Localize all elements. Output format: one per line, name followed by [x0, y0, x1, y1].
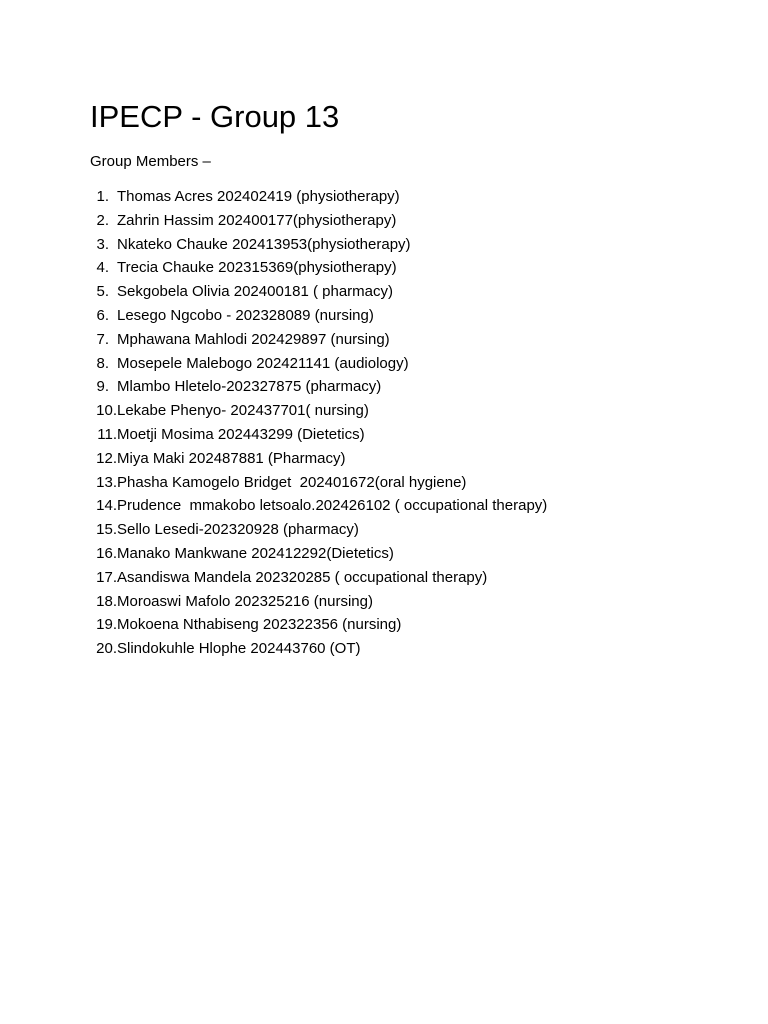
list-item-text: Mlambo Hletelo-202327875 (pharmacy): [117, 378, 382, 396]
list-item-number: 3.: [96, 235, 109, 253]
list-item: [90, 209, 547, 233]
list-item-text: Thomas Acres 202402419 (physiotherapy): [117, 188, 400, 205]
list-item-text: Mokoena Nthabiseng 202322356 (nursing): [117, 616, 402, 634]
list-item-number: 17.: [96, 568, 117, 586]
list-item-text: Slindokuhle Hlophe 202443760 (OT): [117, 640, 361, 658]
list-item-text: Lesego Ngcobo - 202328089 (nursing): [117, 306, 374, 324]
list-item: [90, 447, 547, 471]
list-item-number: 5.: [96, 283, 109, 301]
list-item: [90, 280, 547, 304]
list-item-number: 13.: [96, 473, 117, 491]
list-item-text: Lekabe Phenyo- 202437701( nursing): [117, 402, 369, 420]
list-item-text: Prudence mmakobo letsoalo.202426102 ( occupational therapy): [117, 497, 548, 515]
list-item-text: Zahrin Hassim 202400177(physiotherapy): [117, 211, 397, 229]
list-item-number: 6.: [96, 306, 109, 324]
list-item-number: 20.: [96, 640, 117, 658]
list-item-text: Trecia Chauke 202315369(physiotherapy): [117, 259, 397, 277]
list-item-text: Manako Mankwane 202412292(Dietetics): [117, 544, 394, 562]
list-item-number: 7.: [96, 330, 109, 348]
list-item: [90, 423, 547, 447]
list-item: [90, 637, 547, 661]
list-item-number: 19.: [96, 616, 117, 634]
list-item-text: Sello Lesedi-202320928 (pharmacy): [117, 521, 359, 539]
list-item-number: 18.: [96, 592, 117, 610]
list-item-number: 11.: [97, 425, 117, 443]
list-item: [90, 233, 547, 257]
list-item: [90, 471, 547, 495]
list-item-number: 1.: [96, 188, 109, 205]
list-item-number: 15.: [96, 521, 117, 539]
list-item-number: 14.: [96, 497, 117, 515]
list-item: [90, 399, 547, 423]
list-item: [90, 613, 547, 637]
list-item-number: 9.: [96, 378, 109, 396]
list-item: [90, 566, 547, 590]
list-item-text: Phasha Kamogelo Bridget 202401672(oral hygiene): [117, 473, 467, 491]
list-item: [90, 185, 547, 209]
list-item-text: Mosepele Malebogo 202421141 (audiology): [117, 354, 409, 372]
list-item-number: 16.: [96, 544, 117, 562]
list-item: [90, 328, 547, 352]
members-list: [90, 185, 547, 661]
list-item-text: Nkateko Chauke 202413953(physiotherapy): [117, 235, 411, 253]
list-item: [90, 494, 547, 518]
list-item: [90, 352, 547, 376]
list-item: [90, 542, 547, 566]
list-item: [90, 518, 547, 542]
list-item: [90, 590, 547, 614]
list-item-number: 10.: [96, 402, 117, 420]
list-item-number: 4.: [96, 259, 109, 277]
group-members-heading: Group Members –: [90, 153, 211, 170]
list-item-number: 12.: [96, 449, 117, 467]
list-item-text: Moroaswi Mafolo 202325216 (nursing): [117, 592, 373, 610]
list-item-number: 2.: [96, 211, 109, 229]
list-item-text: Mphawana Mahlodi 202429897 (nursing): [117, 330, 390, 348]
page-title: IPECP - Group 13: [90, 99, 340, 134]
list-item-number: 8.: [96, 354, 109, 372]
list-item-text: Miya Maki 202487881 (Pharmacy): [117, 449, 346, 467]
list-item-text: Moetji Mosima 202443299 (Dietetics): [117, 425, 365, 443]
list-item: [90, 375, 547, 399]
list-item: [90, 256, 547, 280]
list-item: [90, 304, 547, 328]
list-item-text: Sekgobela Olivia 202400181 ( pharmacy): [117, 283, 393, 301]
list-item-text: Asandiswa Mandela 202320285 ( occupational therapy): [117, 568, 488, 586]
